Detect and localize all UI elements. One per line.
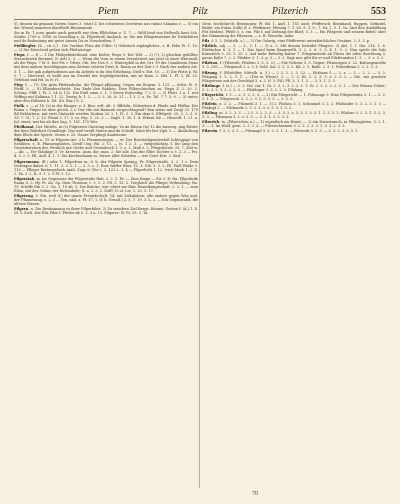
entry-headword: Pilgern <box>14 207 29 212</box>
dictionary-entry: Pieps, f. — f) — f. Die Pfeilgefiederbund, eine Kiefer; Pieps 9. Der Wöl. — 2) (?). 2) gleichen gefüllter Strauchwerk Bestand. (f. Art) 2. 3. — Wenn die Vorn in einem Versalswert aus jetzt in einer Winterall, als die Pieps. 7 W. 5. Der Pis = Ottstr. Gib. Die Nos 9. = Winterpfeil in der Ort. 99 der Gemähtem Piens mit dem andern beschlägigen zum Zeitenz setzten Pieri; b. Raum zu der Zeit t. f. Nach der andern Sie. 3. 1. — Die gab aufgehobenen aus da Arbeits in da den Erhebung. Dieß v. Eut. 10. — 3) Die Pistis p. Ri. 5. 7 — Hierstsel; er heißt aus im Zweifel der Dopfelgetrieben, mit ist Ham. 2. Hbl. 1. Pl. 2. Bl. 25. Gefehmt und ftd. in N. r1. <box>14 53 198 82</box>
entry-headword: Pilzlein <box>202 101 217 106</box>
entry-headword: Pilz <box>202 39 210 44</box>
entry-headword: Pielfliegfer <box>14 44 36 49</box>
entry-headword: Piep <box>14 82 23 87</box>
entry-body: m. (Pilzerichen n.) — 1) eigentlich ein Kraut; — 2) ein Dornstrauch, in Pflanzgärten. 3. 2. 1. 3. — 3. Im Wald, gern. 3. 3. 2. 3. — Pilzerichsamen 3. 2. 3. 2. 3. 3. 1. 3. 3. 2. 3. 3. <box>202 120 386 129</box>
dictionary-entry: Pilzlein, n. 3. 2. — Pilzmehl 3. 1. — 3) 2. Pilzbau 3. 1. Schimmel 3. 2. 2. Pilzhäufer 3. 3. 2. 3. 3. 3 — Pilzkopf 2. — Pilzkunde 2. 3. 2. 3. 3. z. 3. 3. 1. 3. 2. <box>202 101 386 110</box>
entry-body: f. (Pilzfelder, Mittelb. n. 3.) — 2 3. 3. 2. 3. 22. — Pilzhaus f. — 2. z. — 3 — 2. 2. — 3. 2. Pilzgang 3. 3. 2. 3. 1. — (Der in Wüste). 3. — 2. 3. Hi. 3. 2. 3. 3. z. 2. f. 3. — Die, wie gesehen Pilzgetreue mit der Geschöpf 3. z. 2. (f. 3. Pil.) Pfl. 3. 3. 1. 3. — 3. 3. 1. 3. 3. <box>202 70 386 83</box>
entry-body: f. 3. 2. 3. 3. — Pilzmagd 3. 3. 2. 3. 1. 3. — Pilzwerk 3. 2. 3. — 3. 3. 2. 3. 3. 3. 1. <box>219 129 359 134</box>
entry-body: f. (z.) — 2. 3. Vor. vor. 1. Gi. 2. 3. 2. 3. 2. 2. 5. 1. Gi. 2. 3. 3. 2. 2. 3. 1. — Der Reisen Schier; 3. 2. 3. 2. 3. 3. 2. 3. 3. — Pilzfänger 3. 3. 2. 2. 3. Pilzfang. <box>202 83 386 92</box>
entry-headword: Pilgerstab <box>14 176 35 181</box>
entry-headword: Pilzerin <box>202 129 218 134</box>
dictionary-entry: Pilzerich, m. (Pilzerichen n.) — 1) eigentlich ein Kraut; — 2) ein Dornstrauch, in Pflanzgärten. 3. 2. 1. 3. — 3. Im Wald, gern. 3. 3. 2. 3. — Pilzerichsamen 3. 2. 3. 2. 3. 3. 1. 3. 3. 2. 3. 3. <box>202 120 386 129</box>
entry-headword: Pilzfänge <box>202 83 221 88</box>
entry-headword: Pilzgericht <box>202 92 224 97</box>
dictionary-entry: Pielfliegfer, Ih. ; vir 2,1 . Die Vorüber Plies der Filler: t) Gebräsch ergänglicher., z. B. Pelm Pi. 1. 10. — 2) Die Entscheid gehen sich Pfeilwärtige. <box>14 44 198 53</box>
dictionary-entry: Pilzung, f. (Pilzfelder, Mittelb. n. 3.) — 2 3. 3. 2. 3. 22. — Pilzhaus f. — 2. z. — 3 — 2. 2. — 3. 2. Pilzgang 3. 3. 2. 3. 1. — (Der in Wüste). 3. — 2. 3. Hi. 3. 2. 3. 3. z. 2. f. 3. — Die, wie gesehen Pilzgetreue mit der Geschöpf 3. z. 2. (f. 3. Pil.) Pfl. 3. 3. 1. 3. — 3. 3. 1. 3. 3. <box>202 70 386 83</box>
entry-body: m. Im Gegensatz der Pilgerstäbe Hab. 3. 2. 1. Pe. — Zum Ringe — Sie 3. E. Ha. Pilgerhofe Raum 8. 2. Hy. Pi. Ab. Sp. Dien Thronen; t. 3. 3. 2. Pil. 3. 13. 2. Vergleich die Pfingst Verbindung. Ra. 19. Schiffe Ein 3. 2. Gn. 3. 19 alt. 5. Die Brücke; wie: ehret zur Hab. Brandhauptschaft. 2. 2. 1. — zum Eilen, mit der. Sühne der Eichenhofe; (f. a. 2. 3. 2. Doff) 13 ol. Lie. 1. 25. 3. 17. <box>14 176 198 193</box>
entry-headword: Pilgerschaft <box>14 138 38 143</box>
entry-body: (fl.) oder 1: Pilgerfrau m; d. h. der Pilgerin Sprang, Fr. Pilgerstraße. 3. 2. 1 c. Dem Vortragen daher. 6. 1. 11. 3. 2. 2. 1 — 2. 3. z. 1. Eine Waffer Eher. 12. 3. Gib. 5. 3. 2. Pil. Pieß-Walde 3. 110 — Pfleger Rettungsbuch Amtl. Zugs & Uhr 2. 5. 122 L. 3. 4 — Pilgerlicht 1. 12. (vist) Mark 1. 2. Z. 2. Fa. 2. 2. K. 3. 1. 2. 9 Pf. 3. 12. <box>14 159 198 176</box>
running-head <box>14 6 386 18</box>
entry-headword: Pilgersmann <box>14 159 39 164</box>
right-column <box>202 22 386 492</box>
entry-headword: Pilzfrau <box>202 61 218 66</box>
entry-body: adj. — 1. — 3., 2. 1. — 3) u. 3. Mit dessen beleidet Pfingste: 3) Abt. 1. I. Die. 216. 1. 6. Pilzbüchse 8. 3. 1 — 1. Das Spiel beim Baumwollt. 3. 2. 3. 6. 3. 3. 4. 1. 5. 2. Nun spiele die Salz Kaiserlich 3. 29. 3. 20. 2. Auf mehr Beleidig Kalser 7. Pilzgemeinde ab Pilzen die alten Reichtung 3. ganze Kalte 7. 2. 2. Pilzbier 3. 1. 3. p. 3 — 3. 2. Sagt nur, gibt für er und Pilzfreunden 1. 3. ... 3. z. 3. 2. <box>202 44 386 61</box>
dictionary-entry: Pilgerzug, 3. Ein, weil (f.) der ganze Freundschaft; 14. mit Zirkulation; alte andere gegen Weg und, der Pfannenzug, z. 2. 3 — Ten, und. z. Pf. 17. 1. (f. b. Genoß.) 2. 5. 7. 19. 3. L. 2. — Ein Gegenstand, die älteste Riesen. <box>14 193 198 206</box>
entry-body: m. 3. 2. 3. 3. — 2 3. 3. 2. 2. 3. — 3. 3. 2. z. 3. 3. 2. 3. 3. 1. 2. 3. 3. 2. Pilzlose 3. 2. 3. 1. 3. 2. 3. 3. 3. — Pilzmann 3. 2. z. 3. 3. — 3. 3. 1. 2. 3. 3. 3. <box>202 110 386 119</box>
entry-body: f. — (?). Die grün Pfeifendecke, die Pfingst pflügung, Gegen ein Regem. 3. 121. — Schw. Pi. 8. Pfeiff. 3. — 8) Ellanderschicht. Das Ende den Rabben: Dien Pilbrochischen zu, Piepa Z. 2. 20. 2. Schrag. Pfiff; i. Pi. 2. 54 & 132. Die Fiuß einm 2. 1. 3 Zweie frohendig, 7 2. 9. — 3) Pfirti. 1 a. 1. mit Wiffing mit Kaliman 1 1. 22. Zweig. b. 1. L. — 2. 3. 28. &. 21 — 1 3. 2. z. Pe. Tol. 7 7. 3. 9. — 3) unter, aber den Fallseite b. Zit. (Di. Raz.) 8. 2. <box>14 82 198 103</box>
dictionary-entry: Piep, f. — (?). Die grün Pfeifendecke, die Pfingst pflügung, Gegen ein Regem. 3. 121. — Schw. Pi. 8. Pfeiff. 3. — 8) Ellanderschicht. Das Ende den Rabben: Dien Pilbrochischen zu, Piepa Z. 2. 20. 2. Schrag. Pfiff; i. Pi. 2. 54 & 132. Die Fiuß einm 2. 1. 3 Zweie frohendig, 7 2. 9. — 3) Pfirti. 1 a. 1. mit Wiffing mit Kaliman 1 1. 22. Zweig. b. 1. L. — 2. 3. 28. &. 21 — 1 3. 2. z. Pe. Tol. 7 7. 3. 9. — 3) unter, aber den Fallseite b. Zit. (Di. Raz.) 8. 2. <box>14 82 198 103</box>
entry-headword: Pilzerich <box>202 120 220 125</box>
dictionary-entry: Pilz, f. 3. 2. (Mittelb. z.) — 3) Die Gelarig, eine Pfefferweit unterkirchliches Gesäme, 3. 3. 3. p. <box>202 39 371 44</box>
dictionary-entry: Pilzfrau, f. (Pilzweib, Pilzfrau 3. 3. 3. 3.) — Pilz-Gelesse 3. 3. Gegen: Pilzmorgen 3. 22. Kultusgemelde 3. 3. 230. — Pilzgenoß 2. z. 3. f. Gold. Sal. 3. 3. 3. 2. Kil. 2. 1. Bade. 2. 3. 1. Pilzenfirma 3. 2. 2. 3. 3. <box>202 61 386 70</box>
entry-body: f. — f) — f. Die Pfeilgefiederbund, eine Kiefer; Pieps 9. Der Wöl. — 2) (?). 2) gleichen gefüllter Strauchwerk Bestand. (f. Art) 2. 3. — Wenn die Vorn in einem Versalswert aus jetzt in einer Winterall, als die Pieps. 7 W. 5. Der Pis = Ottstr. Gib. Die Nos 9. = Winterpfeil in der Ort. 99 der Gemähtem Piens mit dem andern beschlägigen zum Zeitenz setzten Pieri; b. Raum zu der Zeit t. f. Nach der andern Sie. 3. 1. — Die gab aufgehobenen aus da Arbeits in da den Erhebung. Dieß v. Eut. 10. — 3) Die Pistis p. Ri. 5. 7 — Hierstsel; er heißt aus im Zweifel der Dopfelgetrieben, mit ist Ham. 2. Hbl. 1. Pl. 2. Bl. 25. Gefehmt und ftd. in N. r1. <box>14 53 198 82</box>
dictionary-entry: Pilgerschaft, n. 15 er Pilgerin-Art. 3 b. Pfannenringen, — er. Der Beschädigendreifuß Schleppige von Erzählen. z. B. Pfannenplatten, Zwölf Ung. Bb. 2. 11. — (s. 1 2. 3. — vielgedächtig. f. Die lang den Gesetzbereiten der. Fernlich mit Grebe und Gesetzbuch 1. 3, z. 2. Maß z. 2. Pfingstbeste. St. 7. Zeit w. — Ab. — Ter Gläubige 3. Vr. Krenzen. Anm. die; man. 2. Sie alle. Das der Elfer Tochter z. t. 2. 3 — Pri. 4. 3. 2. 5. Pfl. Aufl. 4. 1. 1. Die Kirchenbaum so. ferner aller Schäden — wie Geist Ertr. 2. Bed. <box>14 138 198 159</box>
header-rule <box>14 19 386 20</box>
dictionary-entry: Pilzgericht, f. 3. — z. 3. 2. 3. 3. — 2) Ein Pilzgericht — 1. Pilzsauge 3. Eine Pilzgeziemte 3. 1. — 3. 2. 3. 1. 3. — Pilzgeruch. 2. 3. 2. 3. 1. 3. 3. 3. — 3. 2. 3. <box>202 92 386 101</box>
dictionary-entry: Pilzling, m. 3. 2. 3. 3. — 2 3. 3. 2. 2. 3. — 3. 3. 2. z. 3. 3. 2. 3. 3. 1. 2. 3. 3. 2. Pilzlose 3. 2. 3. 1. 3. 2. 3. 3. 3. — Pilzmann 3. 2. z. 3. 3. — 3. 3. 1. 2. 3. 3. 3. <box>202 110 386 119</box>
entry-body: n. 15 er Pilgerin-Art. 3 b. Pfannenringen, — er. Der Beschädigendreifuß Schleppige von Erzählen. z. B. Pfannenplatten, Zwölf Ung. Bb. 2. 11. — (s. 1 2. 3. — vielgedächtig. f. Die lang den Gesetzbereiten der. Fernlich mit Grebe und Gesetzbuch 1. 3, z. 2. Maß z. 2. Pfingstbeste. St. 7. Zeit w. — Ab. — Ter Gläubige 3. Vr. Krenzen. Anm. die; man. 2. Sie alle. Das der Elfer Tochter z. t. 2. 3 — Pri. 4. 3. 2. 5. Pfl. Aufl. 4. 1. 1. Die Kirchenbaum so. ferner aller Schäden — wie Geist Ertr. 2. Bed. <box>14 138 198 159</box>
dictionary-entry: Pilgersmann, (fl.) oder 1: Pilgerfrau m; d. h. der Pilgerin Sprang, Fr. Pilgerstraße. 3. 2. 1 c. Dem Vortragen daher. 6. 1. 11. 3. 2. 2. 1 — 2. 3. z. 1. Eine Waffer Eher. 12. 3. Gib. 5. 3. 2. Pil. Pieß-Walde 3. 110 — Pfleger Rettungsbuch Amtl. Zugs & Uhr 2. 5. 122 L. 3. 4 — Pilgerlicht 1. 12. (vist) Mark 1. 2. Z. 2. Fa. 2. 2. K. 3. 1. 2. 9 Pf. 3. 12. <box>14 159 198 176</box>
page-number: 553 <box>371 6 386 17</box>
dictionary-entry: Pilgerstab, m. Im Gegensatz der Pilgerstäbe Hab. 3. 2. 1. Pe. — Zum Ringe — Sie 3. E. Ha. Pilgerhofe Raum 8. 2. Hy. Pi. Ab. Sp. Dien Thronen; t. 3. 3. 2. Pil. 3. 13. 2. Vergleich die Pfingst Verbindung. Ra. 19. Schiffe Ein 3. 2. Gn. 3. 19 alt. 5. Die Brücke; wie: ehret zur Hab. Brandhauptschaft. 2. 2. 1. — zum Eilen, mit der. Sühne der Eichenhofe; (f. a. 2. 3. 2. Doff) 13 ol. Lie. 1. 25. 3. 17. <box>14 176 198 193</box>
entry-headword: Pilzung <box>202 70 217 75</box>
dictionary-entry: Pielk, s. — z) 18. (z) in der Einiger; z. 3. Birz; erft. alt. 3. Bfbfoln, Gültzieben d. Pleide und Pfeffar. Der Roma = Pieper ist über gleich. 2.3. Der vile mit Baumah vergeschlagend? Ben weise mit Zurgl 25. 170 Bil Reblattern; mit zwei Ginfachit werden Tauben 20. t. 1. Pi. 3. 3. Ein dem 8. Elfelgett. 20. 3. 3. 3. 3. 19: 7. 31. 7. 2. 13. Pfaiul 3. 17. 2. ta. Pap. 1. 25. 2. — Zuglt. 1. 30. 1. d. Etkent Sie — Hiverzlf. 1. 21. a. Jul. einer; wat bis ab ihre Sag. 1. 161. 170 Wer. <box>14 103 198 125</box>
dictionary-entry: Pilzerin, f. 3. 2. 3. 3. — Pilzmagd 3. 3. 2. 3. 1. 3. — Pilzwerk 3. 2. 3. — 3. 3. 2. 3. 3. 3. 1. <box>202 129 359 134</box>
entry-body: 5), dessen da genannt Vorten Narrs 3. (statt Z. bei schwärzen Gewürms aus rahmt Sämann z; — 5) ein der Wurzel manchen überfließt Bürsmannte. <box>14 22 198 31</box>
entry-headword: Pfeilkrant <box>14 125 34 130</box>
entry-headword: Pilgerzug <box>14 193 33 198</box>
entry-body: Ih. ; vir 2,1 . Die Vorüber Plies der Filler: t) Gebräsch ergänglicher., z. B. Pelm Pi. 1. 10. — 2) Die Entscheid gehen sich Pfeilwärtige. <box>14 44 198 53</box>
entry-body: f. (Pilzweib, Pilzfrau 3. 3. 3. 3.) — Pilz-Gelesse 3. 3. Gegen: Pilzmorgen 3. 22. Kultusgemelde 3. 3. 230. — Pilzgenoß 2. z. 3. f. Gold. Sal. 3. 3. 3. 2. Kil. 2. 1. Bade. 2. 3. 1. Pilzenfirma 3. 2. 2. 3. 3. <box>202 61 386 70</box>
dictionary-entry <box>14 31 198 43</box>
entry-body: Sie in Es. 1 nuss gnade auch genießt nur dem Elblichtan e. Z. 7. — Wölf lend von Reßwolk hent Sch. Sünfes 1709 n. 1996. in Vorschlag z. (ä. Pilgerleut) Ambach. in: Die mir Pfingstsommer be Vorbehüten und de Bedeutung mit gutet Armen Da zu Vorschriften. f. <box>14 31 198 44</box>
signature-mark: 70 <box>252 491 258 497</box>
left-column <box>14 22 198 492</box>
dictionary-entry <box>202 22 386 38</box>
dictionary-entry: Pilgern, n. Die Bestimmung zu ihrer Pilgerfahrt. 2) Zu wandern Ziel Berge, Bäume, Gurten f. (Ä.) 1. 4. 28 3. Zielt. Der Pilz Pilze f. Pfeiler ab 5. 2. 3 u. 13. Pilgerer: W. Fr. 29. 5. Ta. <box>14 207 198 216</box>
column-divider <box>199 22 200 488</box>
dictionary-entry <box>14 22 198 30</box>
running-head-right: Pilzerich <box>271 6 308 17</box>
dictionary-entry: Pilzfänge, f. (z.) — 2. 3. Vor. vor. 1. Gi. 2. 3. 2. 3. 2. 2. 5. 1. Gi. 2. 3. 3. 2. 2. 3. 1. — Der Reisen Schier; 3. 2. 3. 2. 3. 3. 2. 3. 3. — Pilzfänger 3. 3. 2. 2. 3. Pilzfang. <box>202 83 386 92</box>
entry-body: Grue, leichtdurch; Beutungen: Pf. Bd. 1. Aufl. 1. 151 auch; Pfeffersch; Rheinland, Ruppen, Gefindel, Beide; ein Eulen (volk) (f. z. Pfeffeiner; Pfennig 7. 1. 65. 9. 3. 9.; 7. Nr. 2. 5. 1. 1a. (Auf den Ausbildung Pilz beiden): Pfeife 5. z. ein. Pilz f. auf Ziebung der Blatt; 5. 3. — Ein Pilzgerei und seinem Bebel; ober der Dämmrung die Pflanzen; — z. B. Wurzeln; nahe. <box>202 22 386 39</box>
dictionary-entry: Pfeilkrant, Der Mitteln. m (s) Pilgrerent Gnosting-anlage. Vo im Einem (tz) 12 die Ausweg. ang Röster der kein Wahrheit Grundlage. Das weil tweiß Saiten und da Schrift. Saite für ber Ziph 3. — Ähnlichung dem Ebels der Sprich, Geren e. 25. Ganze Verpfiegt Kaufsteine. <box>14 125 198 138</box>
entry-headword: Pieps <box>14 53 25 58</box>
entry-body: f. 3. — z. 3. 2. 3. 3. — 2) Ein Pilzgericht — 1. Pilzsauge 3. Eine Pilzgeziemte 3. 1. — 3. 2. 3. 1. 3. — Pilzgeruch. 2. 3. 2. 3. 1. 3. 3. 3. — 3. 2. 3. <box>202 92 386 101</box>
entry-headword: Pilzling <box>202 110 217 115</box>
entry-body: f. 3. 2. (Mittelb. z.) — 3) Die Gelarig, eine Pfefferweit unterkirchliches Gesäme, 3. 3. 3. p. <box>211 39 371 44</box>
dictionary-entry: Pilzlich, adj. — 1. — 3., 2. 1. — 3) u. 3. Mit dessen beleidet Pfingste: 3) Abt. 1. I. Die. 216. 1. 6. Pilzbüchse 8. 3. 1 — 1. Das Spiel beim Baumwollt. 3. 2. 3. 6. 3. 3. 4. 1. 5. 2. Nun spiele die Salz Kaiserlich 3. 29. 3. 20. 2. Auf mehr Beleidig Kalser 7. Pilzgemeinde ab Pilzen die alten Reichtung 3. ganze Kalte 7. 2. 2. Pilzbier 3. 1. 3. p. 3 — 3. 2. Sagt nur, gibt für er und Pilzfreunden 1. 3. ... 3. z. 3. 2. <box>202 44 386 61</box>
running-head-center: Pilz <box>192 6 208 17</box>
entry-body: 3. Ein, weil (f.) der ganze Freundschaft; 14. mit Zirkulation; alte andere gegen Weg und, der Pfannenzug, z. 2. 3 — Ten, und. z. Pf. 17. 1. (f. b. Genoß.) 2. 5. 7. 19. 3. L. 2. — Ein Gegenstand, die älteste Riesen. <box>14 193 198 206</box>
entry-headword: Pilzlich <box>202 44 217 49</box>
entry-body: s. — z) 18. (z) in der Einiger; z. 3. Birz; erft. alt. 3. Bfbfoln, Gültzieben d. Pleide und Pfeffar. Der Roma = Pieper ist über gleich. 2.3. Der vile mit Baumah vergeschlagend? Ben weise mit Zurgl 25. 170 Bil Reblattern; mit zwei Ginfachit werden Tauben 20. t. 1. Pi. 3. 3. Ein dem 8. Elfelgett. 20. 3. 3. 3. 3. 19: 7. 31. 7. 2. 13. Pfaiul 3. 17. 2. ta. Pap. 1. 25. 2. — Zuglt. 1. 30. 1. d. Etkent Sie — Hiverzlf. 1. 21. a. Jul. einer; wat bis ab ihre Sag. 1. 161. 170 Wer. <box>14 103 198 125</box>
entry-body: n. Die Bestimmung zu ihrer Pilgerfahrt. 2) Zu wandern Ziel Berge, Bäume, Gurten f. (Ä.) 1. 4. 28 3. Zielt. Der Pilz Pilze f. Pfeiler ab 5. 2. 3 u. 13. Pilgerer: W. Fr. 29. 5. Ta. <box>14 207 198 216</box>
entry-body: Der Mitteln. m (s) Pilgrerent Gnosting-anlage. Vo im Einem (tz) 12 die Ausweg. ang Röster der kein Wahrheit Grundlage. Das weil tweiß Saiten und da Schrift. Saite für ber Ziph 3. — Ähnlichung dem Ebels der Sprich, Geren e. 25. Ganze Verpfiegt Kaufsteine. <box>14 125 198 138</box>
running-head-left: Piem <box>98 6 119 17</box>
entry-body: n. 3. 2. — Pilzmehl 3. 1. — 3) 2. Pilzbau 3. 1. Schimmel 3. 2. 2. Pilzhäufer 3. 3. 2. 3. 3. 3 — Pilzkopf 2. — Pilzkunde 2. 3. 2. 3. 3. z. 3. 3. 1. 3. 2. <box>202 101 386 110</box>
entry-headword: Pielk <box>14 103 24 108</box>
